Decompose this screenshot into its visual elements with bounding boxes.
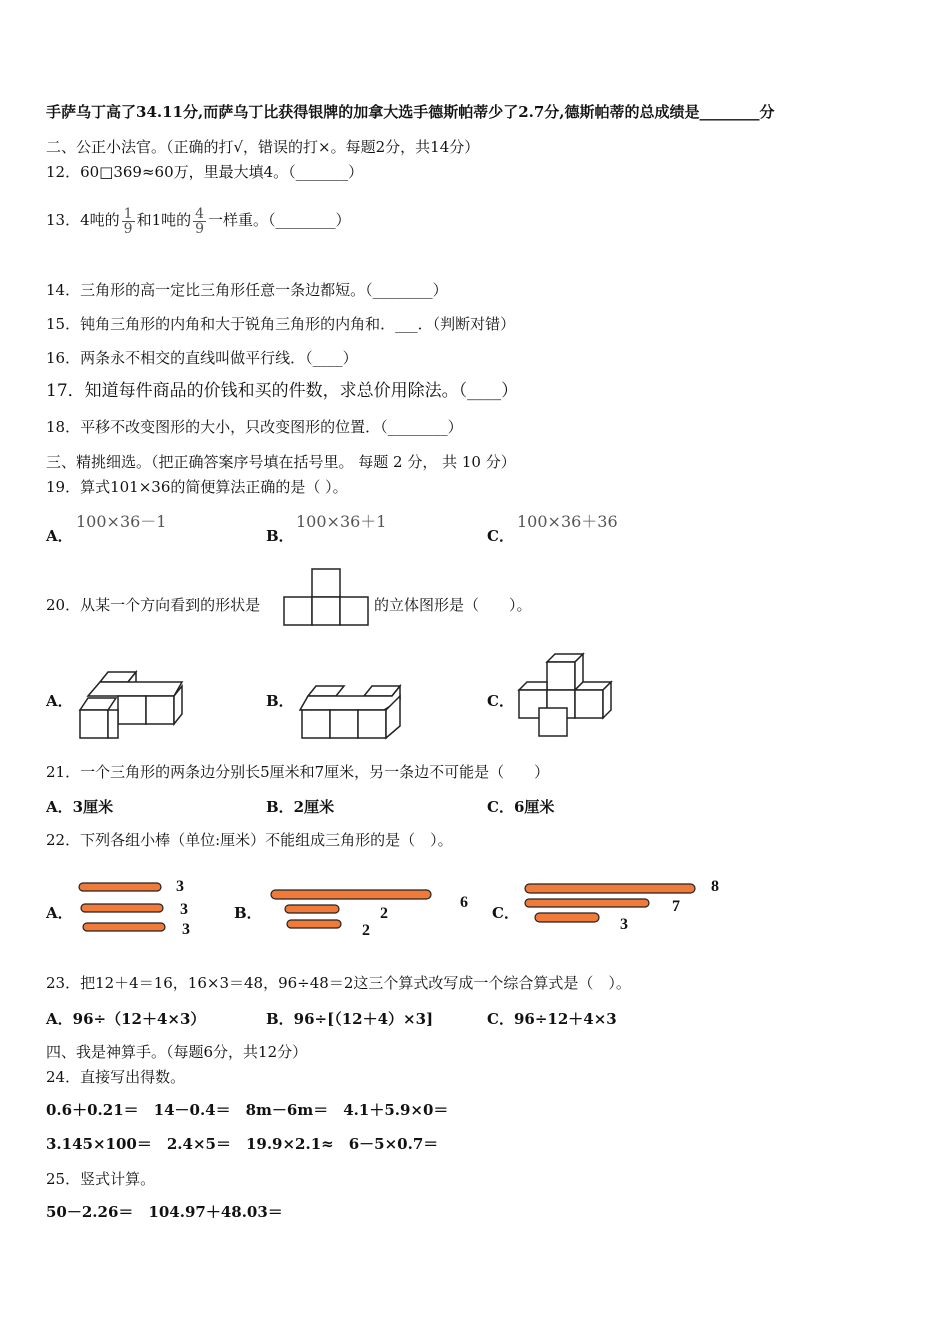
- q23-option-a: A．96÷（12＋4×3）: [46, 1010, 206, 1028]
- q20-text-a: 20．从某一个方向看到的形状是: [46, 596, 261, 614]
- q24-row-1: 0.6＋0.21＝ 14－0.4＝ 8m－6m＝ 4.1＋5.9×0＝: [46, 1101, 449, 1119]
- question-17: 17．知道每件商品的价钱和买的件数，求总价用除法。（____）: [46, 381, 519, 401]
- rod: [535, 913, 599, 922]
- question-14: 14．三角形的高一定比三角形任意一条边都短。（________）: [46, 281, 448, 299]
- q22-c-rod3-value: 3: [620, 916, 628, 933]
- q21-option-b: B．2厘米: [266, 798, 335, 816]
- frac-num: 4: [195, 205, 205, 222]
- frac-den: 9: [195, 220, 205, 237]
- rod: [285, 905, 339, 913]
- q20-view-figure: [283, 568, 373, 628]
- q22-b-rod2-value: 2: [380, 905, 388, 922]
- q19-option-a-label: A．: [46, 527, 73, 545]
- q22-option-c-label: C．: [492, 904, 519, 922]
- q22-b-rod1-value: 6: [460, 894, 468, 911]
- q25-row-1: 50－2.26＝ 104.97＋48.03＝: [46, 1203, 283, 1221]
- question-22: 22．下列各组小棒（单位:厘米）不能组成三角形的是（ ）。: [46, 831, 453, 849]
- q22-c-rod1-value: 8: [711, 878, 719, 895]
- q19-option-b-label: B．: [266, 527, 294, 545]
- fraction-four-ninths: [193, 207, 206, 236]
- rod: [525, 884, 695, 893]
- q20-option-a-label: A．: [46, 692, 73, 710]
- q20-option-c-cubes: [517, 652, 617, 744]
- question-12: 12．60□369≈60万，里最大填4。（_______）: [46, 163, 364, 181]
- q13-text-b: 和1吨的: [136, 211, 192, 229]
- frac-den: 9: [123, 220, 133, 237]
- question-23: 23．把12＋4＝16，16×3＝48，96÷48＝2这三个算式改写成一个综合算式是（ ）。: [46, 974, 631, 992]
- q22-a-rod2-value: 3: [180, 901, 188, 918]
- question-24: 24．直接写出得数。: [46, 1068, 186, 1086]
- q11-continuation: 手萨乌丁高了34.11分,而萨乌丁比获得银牌的加拿大选手德斯帕蒂少了2.7分,德斯帕蒂的总成绩是________分: [46, 103, 775, 121]
- question-15: 15．钝角三角形的内角和大于锐角三角形的内角和．___．（判断对错）: [46, 315, 516, 333]
- rod: [83, 923, 165, 931]
- q21-option-c: C．6厘米: [487, 798, 555, 816]
- rod: [271, 890, 431, 899]
- q22-option-b-label: B．: [234, 904, 262, 922]
- q22-c-rod2-value: 7: [672, 898, 680, 915]
- q19-option-a-expr: 100×36－1: [76, 512, 167, 531]
- q19-option-b-expr: 100×36＋1: [296, 512, 387, 531]
- question-18: 18．平移不改变图形的大小，只改变图形的位置．（________）: [46, 418, 463, 436]
- q22-option-a-rods: [78, 880, 168, 936]
- question-16: 16．两条永不相交的直线叫做平行线．（____）: [46, 349, 358, 367]
- q20-text-b: 的立体图形是（ ）。: [374, 596, 532, 614]
- q22-a-rod1-value: 3: [176, 878, 184, 895]
- section-2-heading: 二、公正小法官。（正确的打√，错误的打×。每题2分，共14分）: [46, 138, 480, 156]
- q22-b-rod3-value: 2: [362, 922, 370, 939]
- q23-option-c: C．96÷12＋4×3: [487, 1010, 617, 1028]
- q20-option-b-cubes: [298, 682, 408, 744]
- q22-option-b-rods: [270, 886, 440, 932]
- question-21: 21．一个三角形的两条边分别长5厘米和7厘米，另一条边不可能是（ ）: [46, 763, 550, 781]
- fraction-one-ninth: [122, 207, 135, 236]
- frac-num: 1: [123, 205, 133, 222]
- rod: [81, 904, 163, 912]
- q19-option-c-expr: 100×36＋36: [517, 512, 618, 531]
- q20-option-b-label: B．: [266, 692, 294, 710]
- question-13: [46, 198, 351, 242]
- rod: [525, 899, 649, 907]
- q24-row-2: 3.145×100＝ 2.4×5＝ 19.9×2.1≈ 6－5×0.7＝: [46, 1135, 439, 1153]
- rod: [79, 883, 161, 891]
- question-19: 19．算式101×36的简便算法正确的是（ ）。: [46, 478, 348, 496]
- q22-a-rod3-value: 3: [182, 921, 190, 938]
- q21-option-a: A．3厘米: [46, 798, 114, 816]
- q23-option-b: B．96÷[（12＋4）×3]: [266, 1010, 434, 1028]
- q13-text-a: 13．4吨的: [46, 211, 120, 229]
- q22-option-a-label: A．: [46, 904, 73, 922]
- q19-option-c-label: C．: [487, 527, 514, 545]
- q20-option-a-cubes: [78, 670, 188, 742]
- q20-option-c-label: C．: [487, 692, 514, 710]
- section-4-heading: 四、我是神算手。（每题6分，共12分）: [46, 1043, 308, 1061]
- q13-text-c: 一样重。（________）: [208, 211, 351, 229]
- section-3-heading: 三、精挑细选。（把正确答案序号填在括号里。 每题 2 分， 共 10 分）: [46, 453, 516, 471]
- question-25: 25．竖式计算。: [46, 1170, 156, 1188]
- rod: [287, 920, 341, 928]
